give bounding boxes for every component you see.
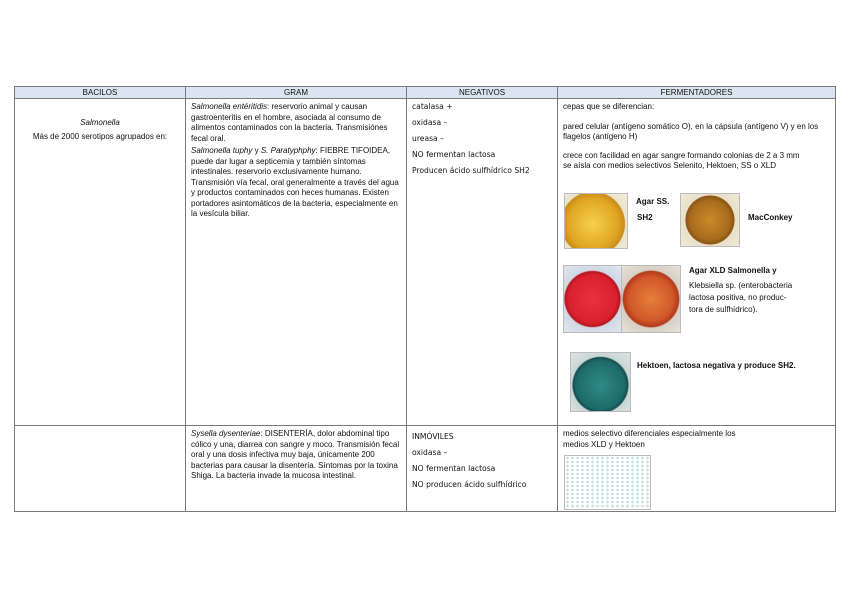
- neg-item: ureasa –: [412, 134, 444, 143]
- agar-ss-label: Agar SS.: [636, 197, 670, 206]
- xld-label-line: Agar XLD Salmonella y: [689, 266, 777, 275]
- neg-item: oxidasa –: [412, 118, 448, 127]
- header-bacilos: BACILOS: [15, 87, 186, 99]
- xld-klebsiella-dish-image: [621, 265, 681, 333]
- agar-ss-sh2-label: SH2: [637, 213, 653, 222]
- shigella-paragraph: [191, 429, 401, 482]
- header-negativos: NEGATIVOS: [407, 87, 558, 99]
- cell-bacilo-shigella: [15, 426, 186, 512]
- cell-negativos-salmonella: [407, 99, 558, 426]
- neg-item: NO fermentan lactosa: [412, 150, 496, 159]
- enteritidis-name: Salmonella entéritidis: [191, 102, 268, 111]
- typhy-and: y: [252, 146, 261, 155]
- neg-item: INMÓVILES: [412, 432, 454, 441]
- typhy-text: : FIEBRE TIFOIDEA, puede dar lugar a septicemia y también síntomas intestinales. reservorio exclusivamente humano. Transmisión vía fecal, oral generalmente a través del agua y productos contaminados con heces humanas. Existen portadores asintomáticos de la bacteria, especialmente en la vesícula biliar.: [191, 146, 399, 218]
- macconkey-label: MacConkey: [748, 213, 793, 222]
- header-fermentadores: FERMENTADORES: [558, 87, 836, 99]
- hektoen-dish-image: [570, 352, 631, 412]
- header-gram: GRAM: [186, 87, 407, 99]
- neg-item: NO fermentan lactosa: [412, 464, 496, 473]
- ferm-line: cepas que se diferencian:: [563, 102, 655, 111]
- neg-item: NO producen ácido sulfhídrico: [412, 480, 527, 489]
- table-row: [15, 426, 836, 512]
- agar-ss-dish-image: [564, 193, 628, 249]
- enteritidis-text: : reservorio animal y causan gastroenteritis en el hombre, asociada al consumo de alimentos contaminados con la bacteria. Transmisiónes fecal oral.: [191, 102, 388, 143]
- cell-gram-salmonella: [186, 99, 407, 426]
- ferm-line: se aísla con medios selectivos Selenito, Hektoen, SS o XLD: [563, 161, 776, 170]
- shigella-name: Sysella dysenteriae: [191, 429, 261, 438]
- cell-gram-shigella: [186, 426, 407, 512]
- typhy-name: Salmonella tuphy: [191, 146, 253, 155]
- xld-salmonella-dish-image: [563, 265, 622, 333]
- bacilo-subtitle: Más de 2000 serotipos agrupados en:: [32, 131, 168, 141]
- bacilo-name: Salmonella: [80, 118, 120, 127]
- hektoen-label: Hektoen, lactosa negativa y produce SH2.: [637, 361, 796, 370]
- shigella-culture-image: [564, 455, 651, 510]
- shigella-ferm-line: medios XLD y Hektoen: [563, 439, 645, 449]
- table-row: [15, 99, 836, 426]
- neg-item: Producen ácido sulfhídrico SH2: [412, 166, 530, 175]
- xld-label-line: tora de sulfhídrico).: [689, 305, 758, 314]
- cell-bacilo-salmonella: [15, 99, 186, 426]
- paratyphy-name: S. Paratyphphy: [260, 146, 316, 155]
- enteritidis-paragraph: [191, 102, 401, 144]
- neg-item: catalasa +: [412, 102, 453, 111]
- shigella-text: : DISENTERÍA, dolor abdominal tipo cólico y una, diarrea con sangre y moco. Transmisión fecal oral y una dosis infectiva muy baja, únicamente 200 bacterias para causar la disentería. Síntomas por la toxina Shiga. La bacteria invade la mucosa intestinal.: [191, 429, 400, 480]
- macconkey-dish-image: [680, 193, 740, 247]
- header-row: [15, 87, 836, 99]
- shigella-ferm-line: medios selectivo diferenciales especialmente los: [563, 429, 736, 438]
- ferm-line: crece con facilidad en agar sangre formando colonias de 2 a 3 mm: [563, 150, 800, 160]
- ferm-line: pared celular (antígeno somático O), en la cápsula (antígeno V) y en los flagelos (antígeno H): [563, 121, 819, 141]
- xld-label-line: Klebsiella sp. (enterobacteria: [689, 281, 793, 290]
- typhy-paragraph: [191, 146, 401, 220]
- xld-label-line: lactosa positiva, no produc-: [689, 293, 787, 302]
- cell-negativos-shigella: [407, 426, 558, 512]
- neg-item: oxidasa –: [412, 448, 448, 457]
